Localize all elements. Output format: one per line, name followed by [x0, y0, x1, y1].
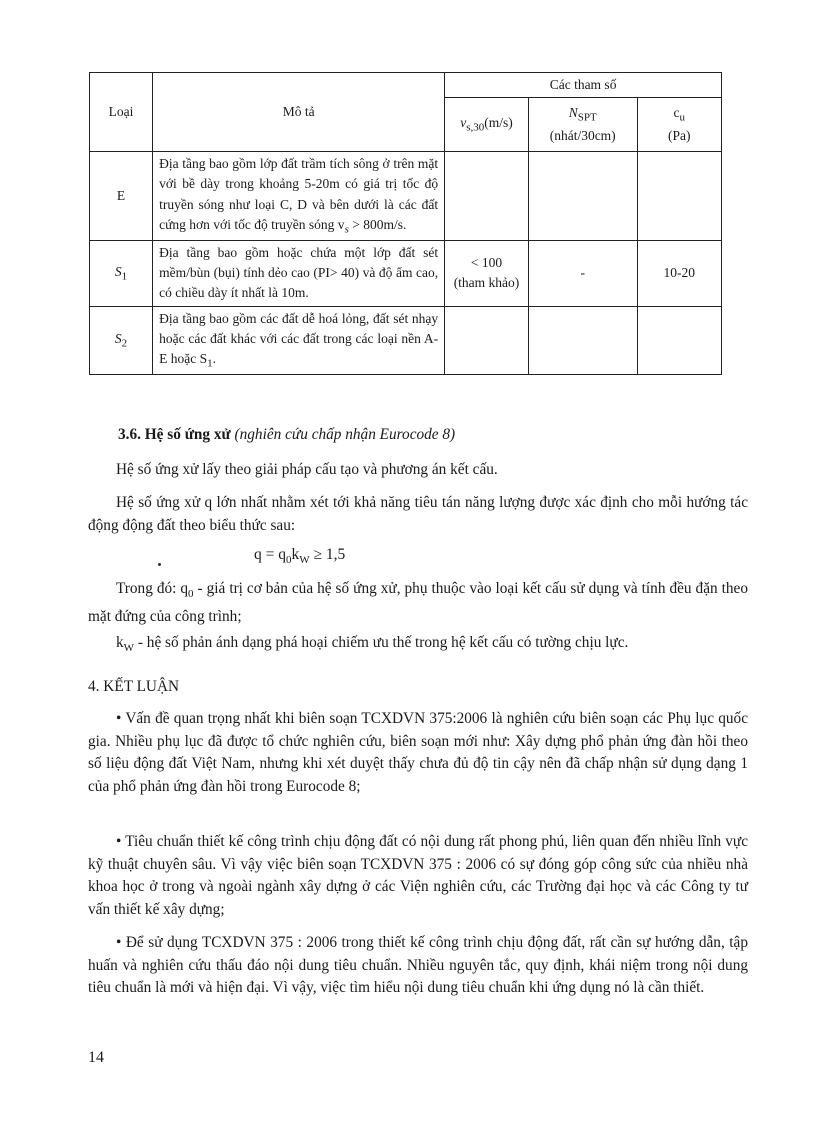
section-3-6-paragraph-2: Hệ số ứng xử q lớn nhất nhằm xét tới khả năng tiêu tán năng lượng được xác định cho mỗi hướng tác động động đất theo biểu thức sau:: [88, 494, 748, 534]
formula-part-a: q = q: [254, 546, 286, 563]
table-row-s2: [90, 306, 722, 375]
header-cu-symbol: c: [673, 104, 680, 120]
row-s2-nspt: [528, 306, 637, 375]
conclusion-bullet-3: • Để sử dụng TCXDVN 375 : 2006 trong thiết kế công trình chịu động đất, rất cần sự hướng dẫn, tập huấn và nghiên cứu thấu đáo nội dung tiêu chuẩn. Nhiều nguyên tắc, quy định, khái niệm trong nội dung tiêu chuẩn là mới và hiện đại. Vì vậy, việc tìm hiểu nội dung tiêu chuẩn khi ứng dụng nó là cần thiết.: [88, 934, 748, 996]
header-cu-sub: u: [679, 111, 686, 124]
page-number: 14: [88, 1049, 104, 1066]
row-s1-cu: 10-20: [637, 240, 721, 306]
header-vs-unit: (m/s): [484, 115, 513, 131]
row-s1-vs: [445, 240, 529, 306]
row-e-mota: [153, 152, 445, 241]
row-s2-loai: [90, 306, 153, 375]
p3-part-a: Trong đó: q: [116, 580, 189, 597]
row-s2-mota-text: Địa tầng bao gồm các đất dễ hoá lỏng, đất sét nhạy hoặc các đất khác với các đất trong các loại nền A-E hoặc S: [159, 310, 439, 367]
header-nspt-sub: SPT: [577, 111, 597, 124]
p3-sub: 0: [188, 588, 194, 601]
header-nspt-symbol: N: [568, 104, 578, 120]
row-s1-vs-value: < 100: [470, 255, 503, 271]
header-nspt-unit: (nhát/30cm): [549, 128, 616, 144]
section-3-6-paragraph-3: [88, 578, 748, 628]
row-e-mota-end: > 800m/s.: [348, 216, 407, 232]
formula-sub-0: 0: [286, 554, 292, 567]
section-3-6-paragraph-1: Hệ số ứng xử lấy theo giải pháp cấu tạo và phương án kết cấu.: [116, 461, 498, 478]
conclusion-bullet-2: • Tiêu chuẩn thiết kế công trình chịu động đất có nội dung rất phong phú, liên quan đến nhiều lĩnh vực kỹ thuật chuyên sâu. Vì vậy việc biên soạn TCXDVN 375 : 2006 có sự đóng góp công sức của nhiều nhà khoa học ở trong và ngoài ngành xây dựng ở các Viện nghiên cứu, các Trường đại học và các Công ty tư vấn thiết kế xây dựng;: [88, 833, 748, 918]
row-e-mota-text: Địa tầng bao gồm lớp đất trầm tích sông ở trên mặt với bề dày trong khoảng 5-20m có giá trị tốc độ truyền sóng như loại C, D và bên dưới là các đất cứng hơn với tốc độ truyền sóng v: [159, 156, 439, 232]
table-header-row-1: [90, 73, 722, 98]
header-vs-symbol: v: [460, 115, 467, 131]
p3-part-b: - giá trị cơ bản của hệ số ứng xử, phụ thuộc vào loại kết cấu sử dụng và tính đều đặn theo mặt đứng của công trình;: [88, 580, 748, 625]
header-params: Các tham số: [445, 73, 722, 98]
stray-dot: [158, 563, 161, 566]
header-nspt: [528, 98, 637, 152]
header-cu-unit: (Pa): [668, 128, 691, 144]
row-s1-mota: Địa tầng bao gồm hoặc chứa một lớp đất sét mềm/bùn (bụi) tính dẻo cao (PI> 40) và độ ẩm cao, có chiều dày ít nhất là 10m.: [153, 240, 445, 306]
p4-part-b: - hệ số phản ánh dạng phá hoại chiếm ưu thế trong hệ kết cấu có tường chịu lực.: [134, 634, 629, 651]
row-e-vs: [445, 152, 529, 241]
header-vs-sub: s,30: [466, 121, 485, 134]
row-s1-loai-sub: 1: [121, 270, 128, 283]
section-3-6-note: (nghiên cứu chấp nhận Eurocode 8): [234, 426, 456, 443]
row-e-loai: E: [90, 152, 153, 241]
section-3-6-paragraph-4: [88, 632, 748, 660]
behavior-factor-formula: [254, 546, 345, 566]
formula-part-b: k: [291, 546, 300, 563]
formula-sub-w: W: [299, 554, 310, 567]
table-row-e: [90, 152, 722, 241]
row-s2-mota: [153, 306, 445, 375]
p4-sub: W: [123, 642, 135, 655]
row-s2-loai-symbol: S: [114, 330, 122, 346]
section-4-title: 4. KẾT LUẬN: [88, 678, 180, 695]
conclusion-bullet-1: • Vấn đề quan trọng nhất khi biên soạn TCXDVN 375:2006 là nghiên cứu biên soạn các Phụ lục quốc gia. Nhiều phụ lục đã được tổ chức nghiên cứu, biên soạn mới như: Xây dựng phổ phản ứng đàn hồi theo số liệu động đất Việt Nam, nhưng khi xét duyệt thấy chưa đủ độ tin cậy nên đã chấp nhận sử dụng dạng 1 của phổ phản ứng đàn hồi trong Eurocode 8;: [88, 710, 748, 795]
header-cu: [637, 98, 721, 152]
header-vs: [445, 98, 529, 152]
row-s2-cu: [637, 306, 721, 375]
row-e-cu: [637, 152, 721, 241]
soil-classification-table: [89, 72, 722, 375]
row-e-nspt: [528, 152, 637, 241]
row-s2-mota-sub: 1: [207, 357, 213, 370]
header-mota: Mô tả: [153, 73, 445, 152]
row-s2-vs: [445, 306, 529, 375]
row-s2-loai-sub: 2: [121, 337, 128, 350]
header-loai: Loại: [90, 73, 153, 152]
table-row-s1: [90, 240, 722, 306]
section-3-6-title: [118, 424, 738, 447]
row-s1-loai-symbol: S: [114, 263, 122, 279]
row-s1-vs-note: (tham khảo): [453, 275, 520, 291]
row-s1-nspt: -: [528, 240, 637, 306]
formula-part-c: ≥ 1,5: [309, 546, 346, 563]
row-s2-mota-end: .: [212, 351, 216, 367]
row-e-mota-sub: s: [344, 223, 349, 236]
p4-part-a: k: [116, 634, 124, 651]
row-s1-loai: [90, 240, 153, 306]
section-3-6-heading: 3.6. Hệ số ứng xử: [118, 426, 231, 443]
